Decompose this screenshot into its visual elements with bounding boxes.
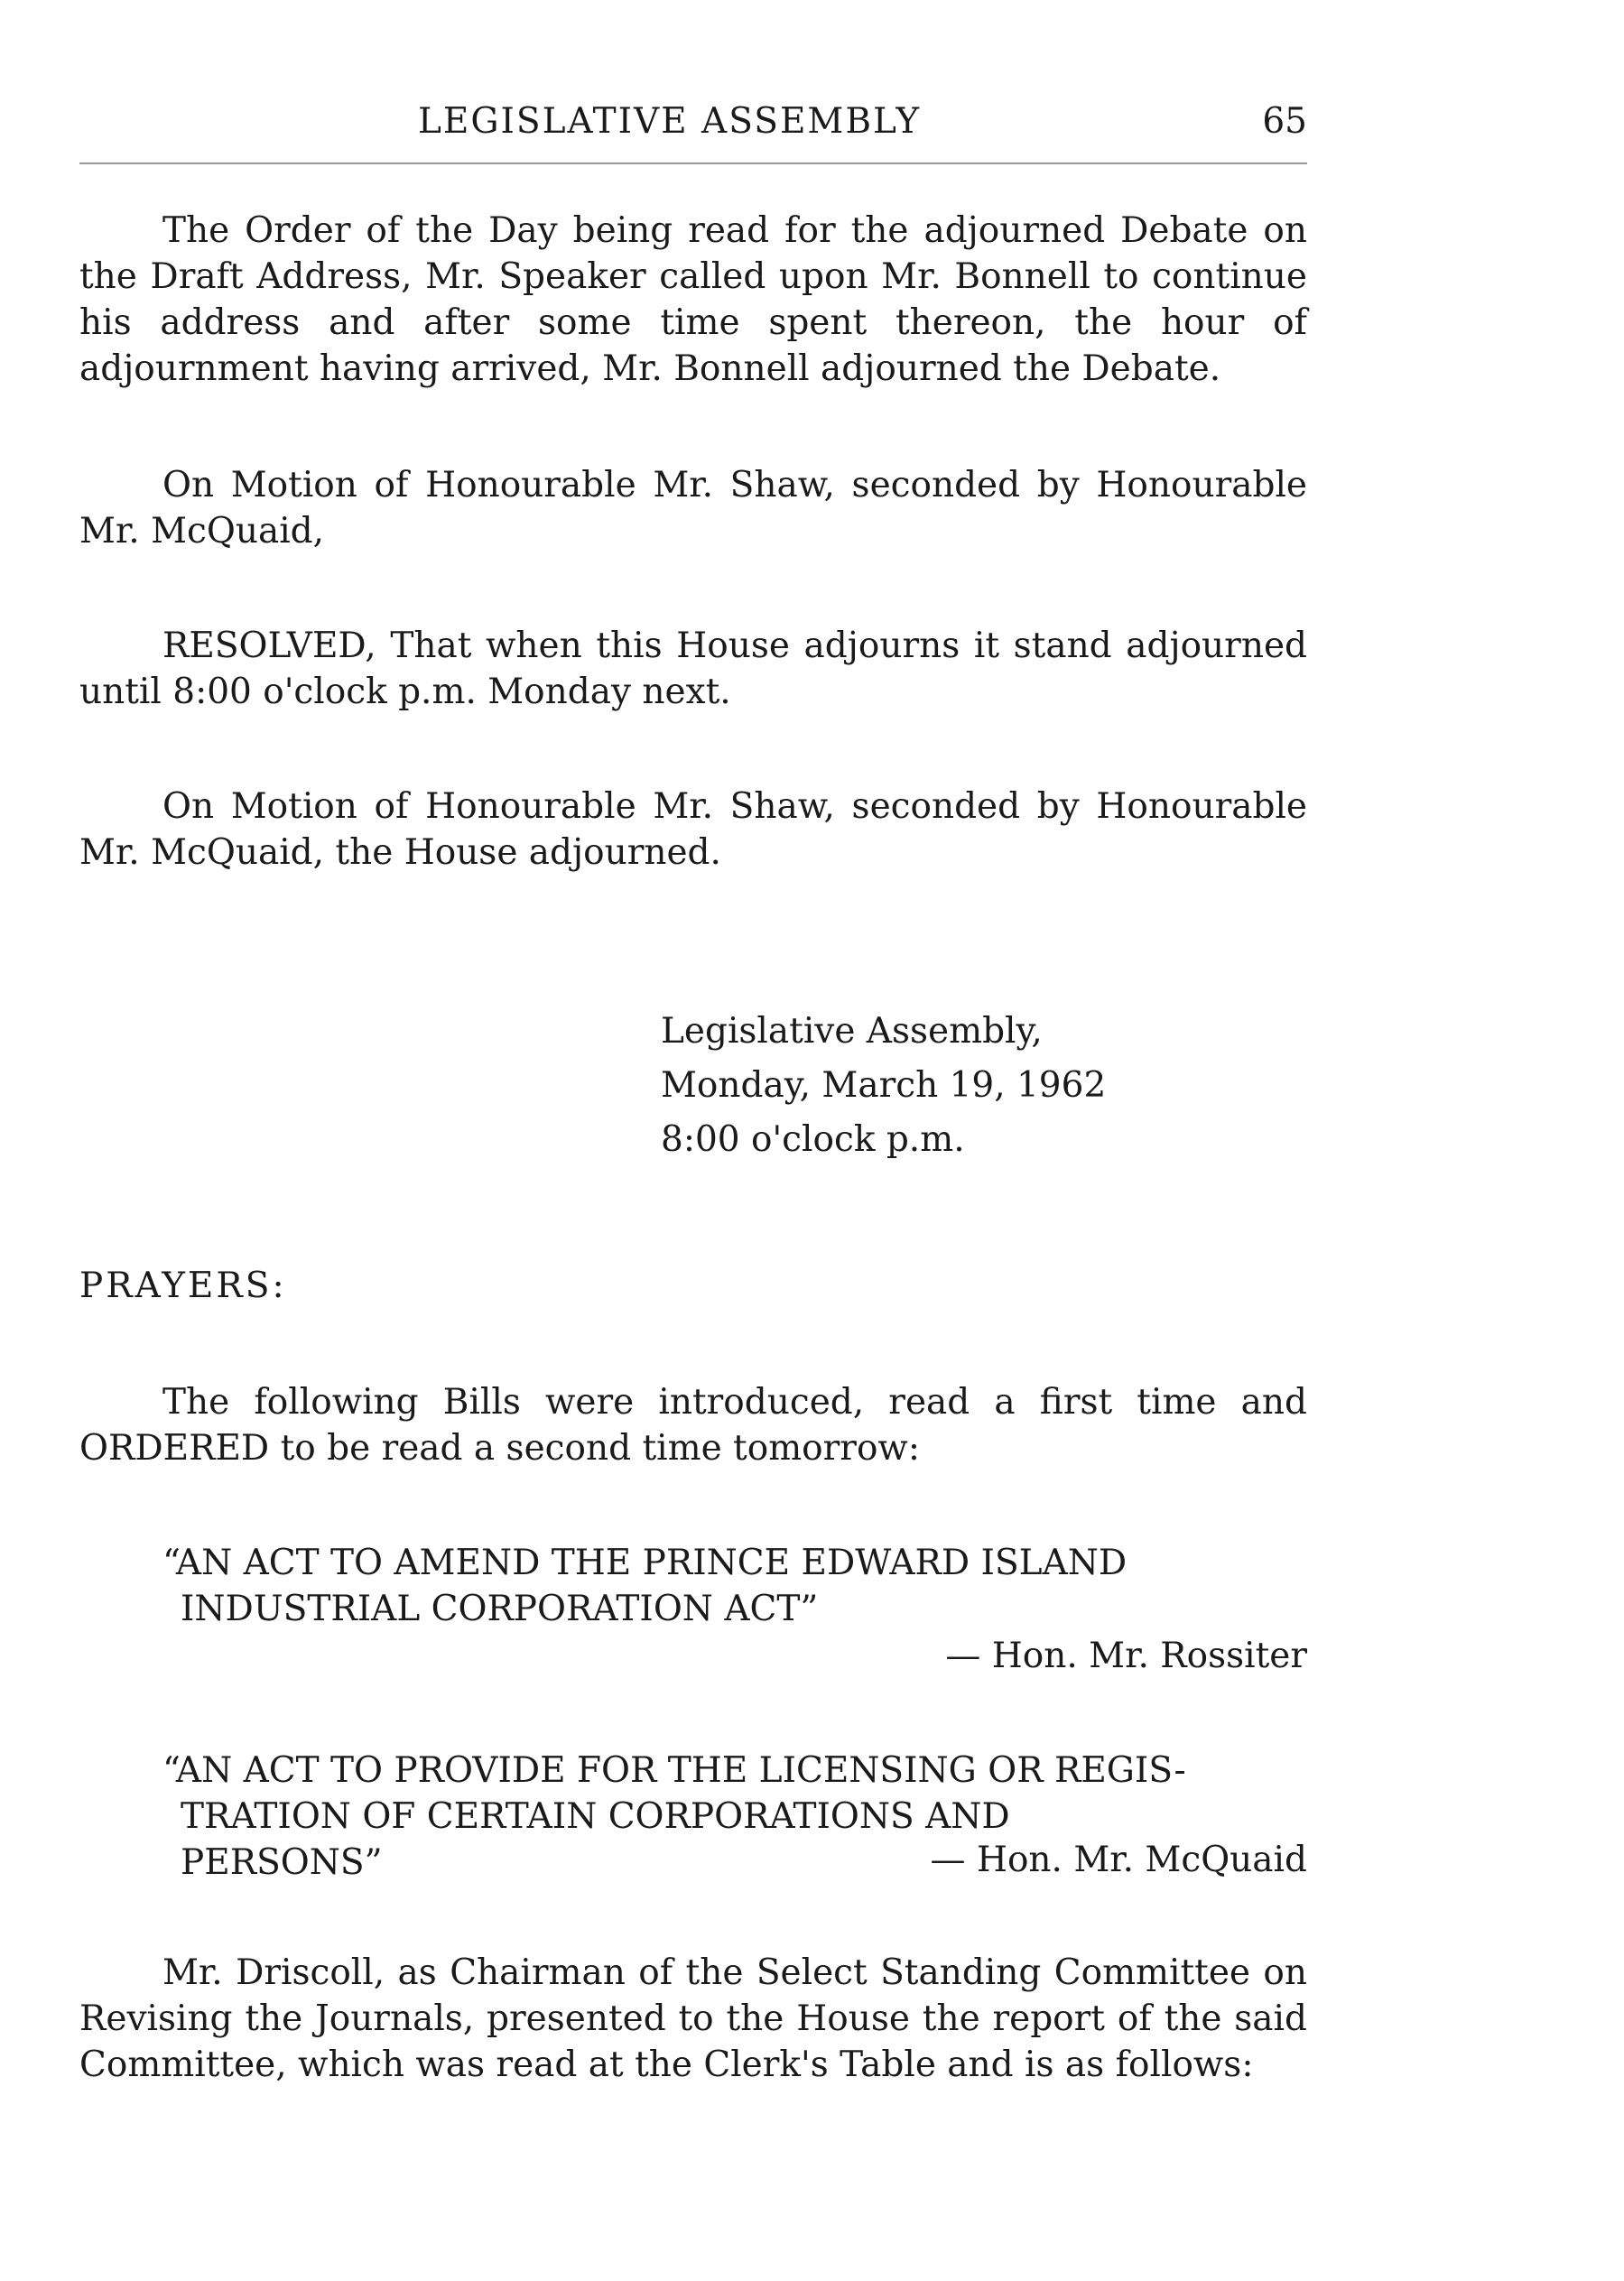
- bill-title-line: “AN ACT TO AMEND THE PRINCE EDWARD ISLAND: [162, 1543, 1128, 1583]
- bill-title: [163, 1540, 1307, 1632]
- bill-title-line: PERSONS”: [181, 1842, 383, 1883]
- paragraph-committee-report: Mr. Driscoll, as Chairman of the Select Standing Committee on Revising the Journals, presented to the House the report of the said Committee, which was read at the Clerk's Table and is as follows:: [79, 1952, 1307, 2085]
- paragraph-bills-intro: The following Bills were introduced, read a first time and ORDERED to be read a second time tomorrow:: [79, 1382, 1307, 1469]
- paragraph-motion-1: On Motion of Honourable Mr. Shaw, seconded by Honourable Mr. McQuaid,: [79, 465, 1307, 552]
- bill-title-line: TRATION OF CERTAIN CORPORATIONS AND: [181, 1796, 1010, 1837]
- page-number: 65: [1262, 101, 1307, 142]
- bill-title-line: “AN ACT TO PROVIDE FOR THE LICENSING OR REGIS-: [162, 1750, 1186, 1791]
- bill-title-line: INDUSTRIAL CORPORATION ACT”: [181, 1589, 819, 1629]
- sitting-time: 8:00 o'clock p.m.: [661, 1119, 965, 1160]
- prayers-heading: PRAYERS:: [79, 1266, 287, 1306]
- running-head: LEGISLATIVE ASSEMBLY: [418, 101, 922, 142]
- page-header: [79, 101, 1307, 155]
- sitting-date: Monday, March 19, 1962: [661, 1065, 1107, 1106]
- paragraph-adjourned-debate: The Order of the Day being read for the adjourned Debate on the Draft Address, Mr. Speaker called upon Mr. Bonnell to continue his address and after some time spent thereon, the hour of adjournment having arrived, Mr. Bonnell adjourned the Debate.: [79, 210, 1307, 389]
- sitting-heading: [661, 1005, 1106, 1167]
- paragraph-resolved: RESOLVED, That when this House adjourns it stand adjourned until 8:00 o'clock p.m. Monday next.: [79, 626, 1307, 712]
- bill-sponsor: — Hon. Mr. Rossiter: [945, 1636, 1307, 1676]
- bill-sponsor: — Hon. Mr. McQuaid: [930, 1840, 1307, 1880]
- sitting-place: Legislative Assembly,: [661, 1011, 1043, 1052]
- header-rule: [79, 162, 1307, 164]
- paragraph-motion-2: On Motion of Honourable Mr. Shaw, seconded by Honourable Mr. McQuaid, the House adjourned.: [79, 786, 1307, 873]
